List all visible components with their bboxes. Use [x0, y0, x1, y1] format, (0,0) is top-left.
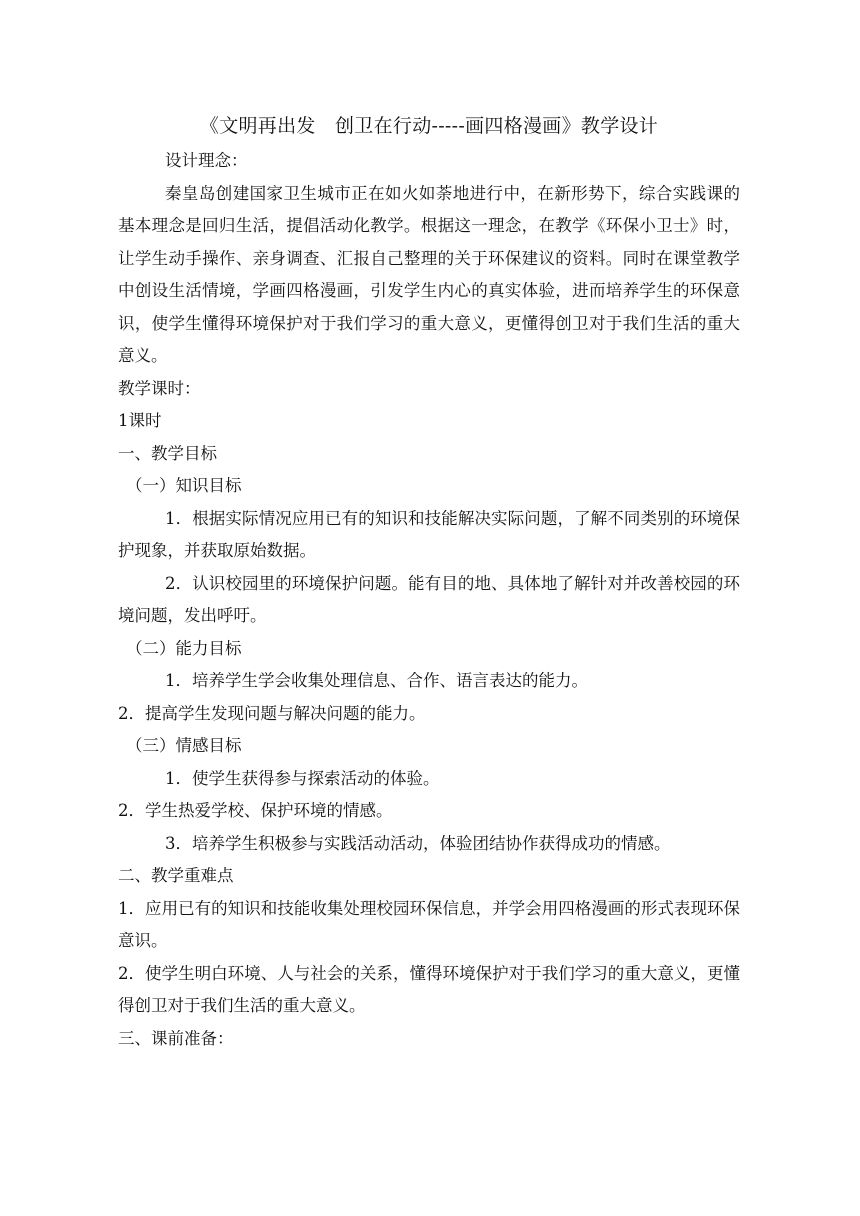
heading-key-difficulties: 二、教学重难点	[118, 866, 234, 885]
class-hours-value: 1课时	[118, 411, 162, 430]
key-difficulty-2: 2．使学生明白环境、人与社会的关系，懂得环境保护对于我们学习的重大意义，更懂得创卫对于我们生活的重大意义。	[118, 963, 740, 1015]
subheading-knowledge-goals: （一）知识目标	[126, 476, 242, 495]
heading-preparation: 三、课前准备：	[118, 1028, 234, 1048]
emotion-goal-2: 2．学生热爱学校、保护环境的情感。	[118, 801, 393, 820]
knowledge-goal-2: 2．认识校园里的环境保护问题。能有目的地、具体地了解针对并改善校园的环境问题，发出呼吁。	[118, 573, 740, 625]
knowledge-goal-1: 1．根据实际情况应用已有的知识和技能解决实际问题，了解不同类别的环境保护现象，并获取原始数据。	[118, 508, 740, 560]
ability-goal-1: 1．培养学生学会收集处理信息、合作、语言表达的能力。	[165, 671, 588, 690]
document-title: 《文明再出发 创卫在行动-----画四格漫画》教学设计	[199, 115, 659, 137]
document-body	[118, 111, 740, 1055]
ability-goal-2: 2．提高学生发现问题与解决问题的能力。	[118, 703, 426, 723]
emotion-goal-1: 1．使学生获得参与探索活动的体验。	[165, 768, 440, 788]
section-label-design-concept: 设计理念：	[165, 151, 248, 170]
subheading-ability-goals: （二）能力目标	[126, 638, 242, 658]
section-label-class-hours: 教学课时：	[118, 378, 201, 398]
subheading-emotion-goals: （三）情感目标	[126, 736, 242, 755]
paragraph-design-concept: 秦皇岛创建国家卫生城市正在如火如荼地进行中，在新形势下，综合实践课的基本理念是回归生活，提倡活动化教学。根据这一理念，在教学《环保小卫士》时，让学生动手操作、亲身调查、汇报自己整理的关于环保建议的资料。同时在课堂教学中创设生活情境，学画四格漫画，引发学生内心的真实体验，进而培养学生的环保意识，使学生懂得环境保护对于我们学习的重大意义，更懂得创卫对于我们生活的重大意义。	[118, 183, 740, 365]
key-difficulty-1: 1．应用已有的知识和技能收集处理校园环保信息，并学会用四格漫画的形式表现环保意识。	[118, 898, 740, 950]
emotion-goal-3: 3．培养学生积极参与实践活动活动，体验团结协作获得成功的情感。	[165, 833, 671, 853]
heading-teaching-goals: 一、教学目标	[118, 443, 217, 463]
